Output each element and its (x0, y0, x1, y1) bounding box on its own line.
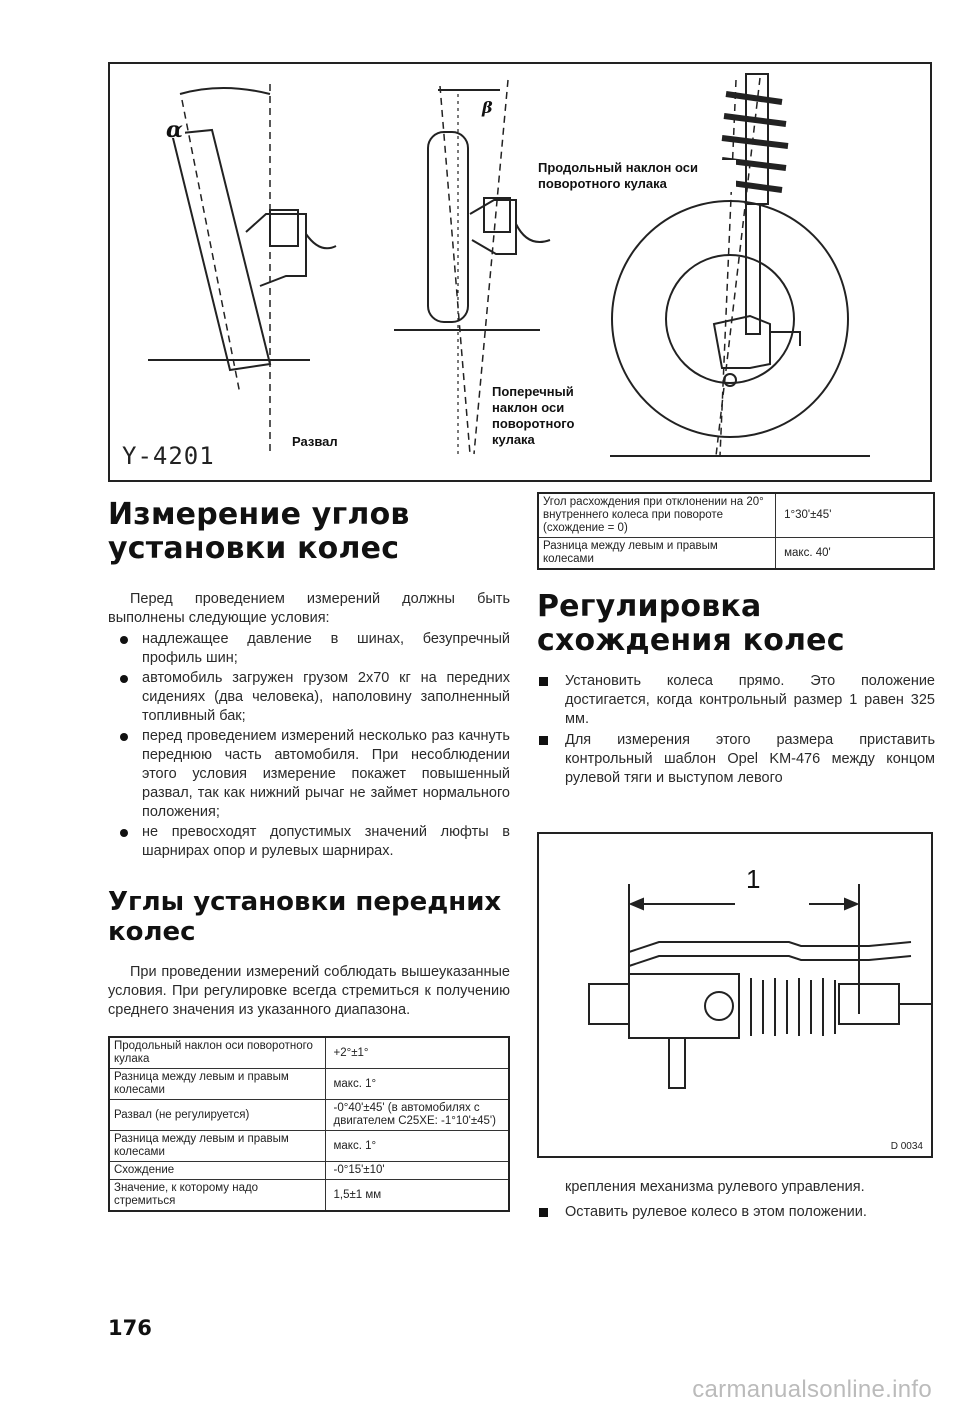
wheel-alignment-figure (108, 62, 932, 482)
table-cell-value: +2°±1° (325, 1037, 509, 1069)
table-row (109, 1037, 509, 1069)
table-cell-value: макс. 1° (325, 1069, 509, 1100)
table-cell-value: макс. 1° (325, 1131, 509, 1162)
table-row (538, 493, 934, 538)
figure-code: D 0034 (890, 1141, 923, 1152)
toe-out-table (537, 492, 935, 570)
table-cell-value: 1°30'±45' (776, 493, 934, 538)
table-row (538, 538, 934, 570)
left-column (108, 498, 510, 1212)
toe-continuation: крепления механизма рулевого управления. (565, 1179, 865, 1195)
table-row (109, 1100, 509, 1131)
section-title-toe: Регулировка схождения колес (537, 589, 845, 658)
steering-rack-drawing (539, 834, 931, 1156)
watermark: carmanualsonline.info (692, 1376, 932, 1403)
caster-label: Продольный наклон оси поворотного кулака (536, 160, 736, 192)
table-row (109, 1131, 509, 1162)
table-row (109, 1162, 509, 1180)
toe-steps-list (537, 672, 935, 788)
camber-wheel (172, 130, 270, 370)
list-item: Оставить рулевое колесо в этом положении. (537, 1203, 935, 1222)
page-number: 176 (108, 1316, 152, 1340)
table-row (109, 1069, 509, 1100)
dimension-number: 1 (742, 864, 764, 895)
beta-symbol: β (482, 98, 493, 117)
camber-label: Развал (292, 434, 338, 449)
table-cell-param: Разница между левым и правым колесами (538, 538, 776, 570)
front-angles-text: При проведении измерений соблюдать вышеуказанные условия. При регулировке всегда стремиться к получению среднего значения из указанного диапазона. (108, 964, 510, 1018)
toe-final-list (537, 1203, 935, 1222)
list-item: Для измерения этого размера приставить контрольный шаблон Opel KM-476 между концом рулевой тяги и выступом левого (537, 731, 935, 788)
table-cell-value: макс. 40' (776, 538, 934, 570)
section-title-front-angles: Углы установки передних колес (108, 887, 502, 947)
figure-code: Y-4201 (122, 442, 215, 470)
table-cell-param: Продольный наклон оси поворотного кулака (109, 1037, 325, 1069)
table-row (109, 1180, 509, 1212)
table-cell-param: Значение, к которому надо стремиться (109, 1180, 325, 1212)
table-cell-param: Разница между левым и правым колесами (109, 1069, 325, 1100)
table-cell-param: Схождение (109, 1162, 325, 1180)
table-cell-value: -0°15'±10' (325, 1162, 509, 1180)
table-cell-param: Разница между левым и правым колесами (109, 1131, 325, 1162)
measurement-intro: Перед проведением измерений должны быть выполнены следующие условия: (108, 591, 510, 626)
list-item: не превосходят допустимых значений люфты в шарнирах опор и рулевых шарнирах. (108, 823, 510, 861)
right-column-continuation (537, 1178, 935, 1224)
alpha-symbol: α (166, 117, 183, 143)
front-angles-table (108, 1036, 510, 1212)
steering-rack-figure (537, 832, 933, 1158)
list-item: перед проведением измерений несколько раз качнуть переднюю часть автомобиля. При несоблюдении этого условия измерение покажет повышенный развал, так как нижний рычаг не займет нормального положения; (108, 727, 510, 822)
kingpin-label: Поперечный наклон оси поворотного кулака (490, 384, 600, 448)
right-column (537, 492, 935, 790)
list-item: автомобиль загружен грузом 2х70 кг на передних сидениях (два человека), наполовину заполненный топливный бак; (108, 669, 510, 726)
table-cell-param: Угол расхождения при отклонении на 20° внутреннего колеса при повороте (схождение = 0) (538, 493, 776, 538)
table-cell-param: Развал (не регулируется) (109, 1100, 325, 1131)
section-title-measurement: Измерение углов установки колес (108, 497, 410, 566)
list-item: Установить колеса прямо. Это положение достигается, когда контрольный размер 1 равен 325 мм. (537, 672, 935, 729)
table-cell-value: 1,5±1 мм (325, 1180, 509, 1212)
caster-wheel (428, 132, 468, 322)
list-item: надлежащее давление в шинах, безупречный профиль шин; (108, 630, 510, 668)
table-cell-value: -0°40'±45' (в автомобилях с двигателем C25XE: -1°10'±45') (325, 1100, 509, 1131)
conditions-list (108, 630, 510, 861)
